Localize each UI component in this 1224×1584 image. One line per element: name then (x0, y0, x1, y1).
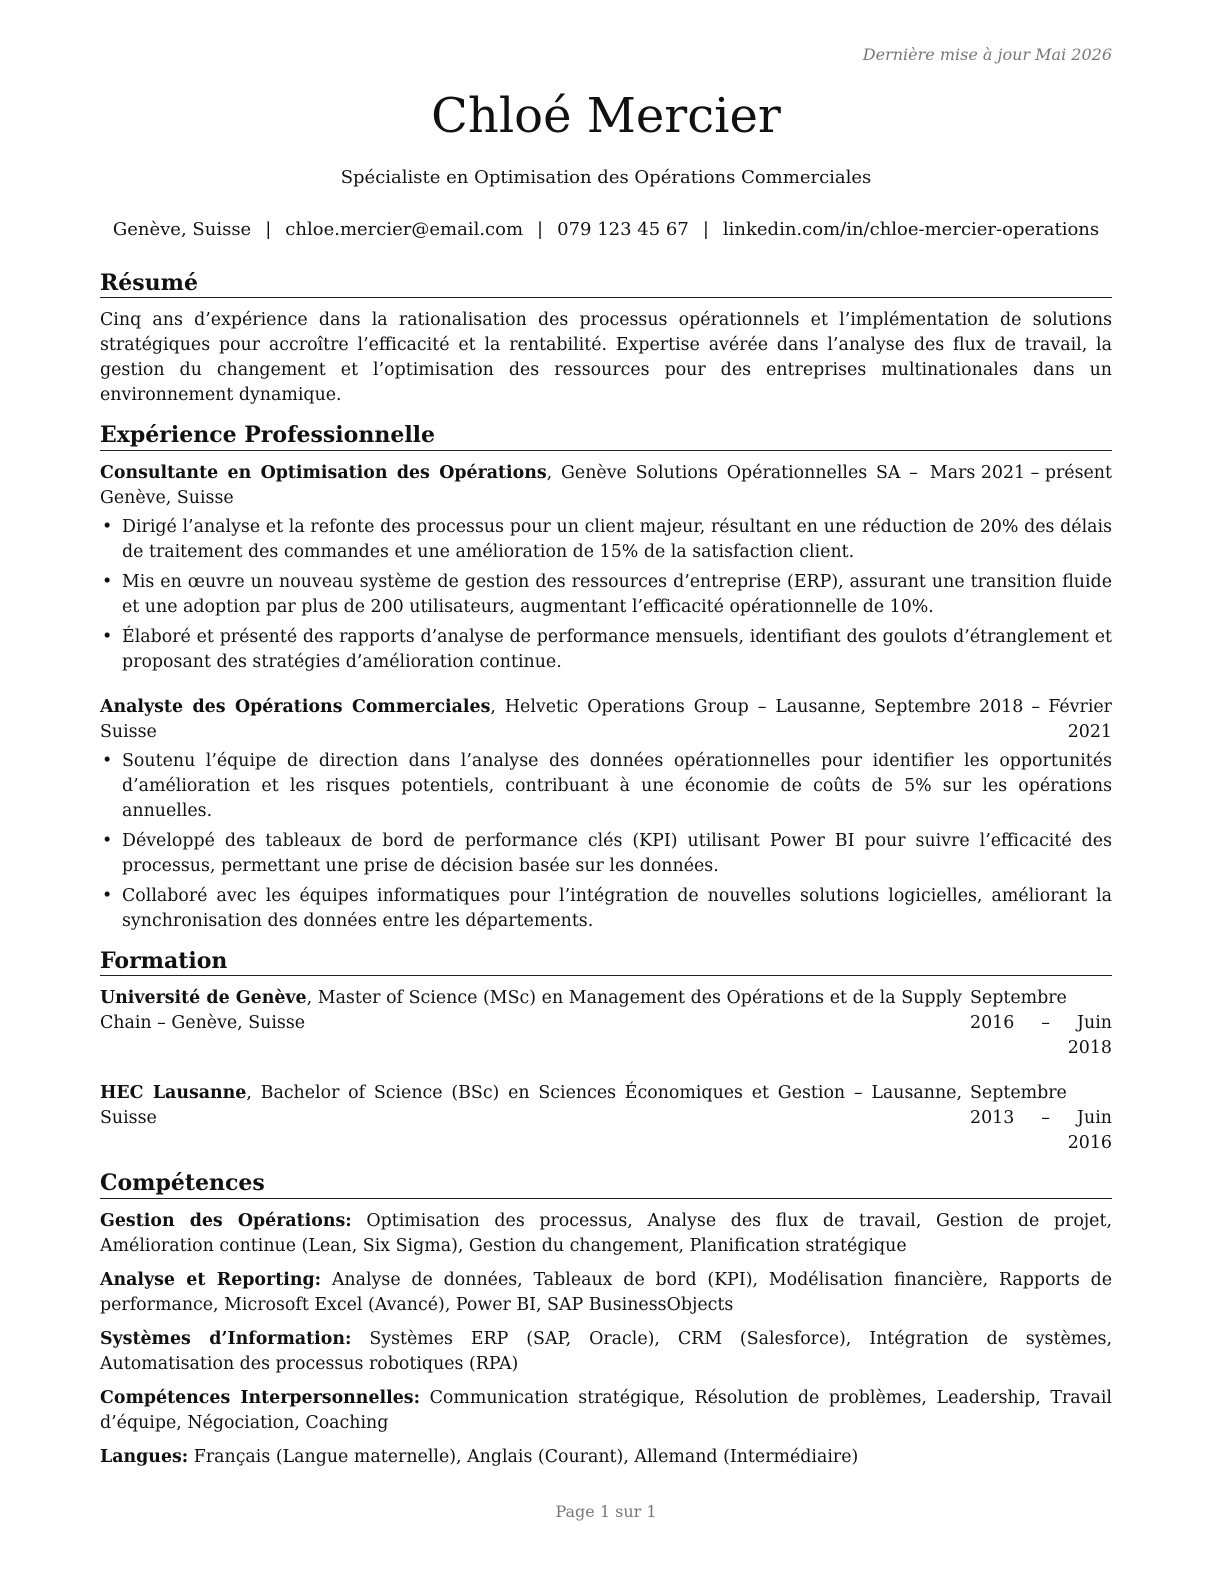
job-role: Analyste des Opérations Commerciales (100, 696, 491, 717)
school-name: Université de Genève (100, 988, 307, 1009)
job-bullet-text: Élaboré et présenté des rapports d’analyse de performance mensuels, identifiant des goulots d’étranglement et proposant des stratégies d’amélioration continue. (122, 626, 1112, 672)
skill-label: Systèmes d’Information: (100, 1328, 352, 1349)
education-entry-header (100, 1081, 1112, 1156)
education-entry-title (100, 986, 970, 1061)
skill-line (100, 1327, 1112, 1377)
bullet-marker: • (102, 830, 113, 851)
education-entry (100, 1081, 1112, 1156)
contact-linkedin-link[interactable]: linkedin.com/in/chloe-mercier-operations (722, 219, 1100, 240)
skill-line (100, 1386, 1112, 1436)
job-bullet-text: Développé des tableaux de bord de performance clés (KPI) utilisant Power BI pour suivre l’efficacité des processus, permettant une prise de décision basée sur les données. (122, 830, 1112, 876)
summary-text: Cinq ans d’expérience dans la rationalisation des processus opérationnels et l’implémentation de solutions stratégiques pour accroître l’efficacité et la rentabilité. Expertise avérée dans l’analyse des flux de travail, la gestion du changement et l’optimisation des ressources pour des entreprises multinationales dans un environnement dynamique. (100, 310, 1112, 406)
bullet-marker: • (102, 571, 113, 592)
contact-line (80, 219, 1132, 240)
skill-value: Français (Langue maternelle), Anglais (Courant), Allemand (Intermédiaire) (188, 1446, 859, 1467)
job-bullet (100, 625, 1112, 675)
skills-heading: Compétences (100, 1170, 1112, 1198)
job-bullet-text: Collaboré avec les équipes informatiques pour l’intégration de nouvelles solutions logicielles, améliorant la synchronisation des données entre les départements. (122, 885, 1112, 931)
resume-page (100, 0, 1112, 1584)
experience-section (100, 422, 1112, 933)
skill-value: Optimisation des processus, Analyse des flux de travail, Gestion de projet, Amélioration continue (Lean, Six Sigma), Gestion du changement, Planification stratégique (100, 1210, 1112, 1256)
summary-section (100, 270, 1112, 408)
job-dates: Septembre 2018 – Février 2021 (874, 696, 1112, 742)
experience-entry-title (100, 695, 874, 745)
contact-separator: | (702, 219, 709, 240)
job-bullet (100, 749, 1112, 824)
job-dates: Mars 2021 – présent (929, 462, 1112, 483)
skill-label: Compétences Interpersonnelles: (100, 1387, 421, 1408)
experience-entry (100, 695, 1112, 934)
education-heading: Formation (100, 948, 1112, 976)
school-name: HEC Lausanne (100, 1083, 247, 1104)
contact-email-link[interactable]: chloe.mercier@email.com (285, 219, 524, 240)
skill-value: Analyse de données, Tableaux de bord (KPI), Modélisation financière, Rapports de performance, Microsoft Excel (Avancé), Power BI, SAP BusinessObjects (100, 1269, 1113, 1315)
contact-separator: | (265, 219, 272, 240)
last-updated-note: Dernière mise à jour Mai 2026 (862, 45, 1112, 64)
contact-location: Genève, Suisse (112, 219, 252, 240)
bullet-marker: • (102, 516, 113, 537)
candidate-name: Chloé Mercier (431, 88, 781, 144)
job-bullet-text: Mis en œuvre un nouveau système de gestion des ressources d’entreprise (ERP), assurant une transition fluide et une adoption par plus de 200 utilisateurs, augmentant l’efficacité opérationnelle de 10%. (122, 571, 1112, 617)
job-bullet-text: Dirigé l’analyse et la refonte des processus pour un client majeur, résultant en une réduction de 20% des délais de traitement des commandes et une amélioration de 15% de la satisfaction client. (122, 516, 1112, 562)
contact-separator: | (537, 219, 544, 240)
education-entry-title (100, 1081, 970, 1156)
job-bullet (100, 570, 1112, 620)
skill-label: Langues: (100, 1446, 189, 1467)
skill-line (100, 1445, 1112, 1470)
job-bullet (100, 515, 1112, 565)
degree-name: , Bachelor of Science (BSc) en Sciences Économiques et Gestion – Lausanne, Suisse (100, 1083, 962, 1129)
degree-name: , Master of Science (MSc) en Management des Opérations et de la Supply Chain – Genève, Suisse (100, 988, 962, 1034)
experience-entry-header (100, 695, 1112, 745)
experience-entry-header (100, 461, 1112, 511)
education-dates: Septembre 2016 – Juin 2018 (970, 988, 1112, 1059)
job-bullet (100, 884, 1112, 934)
job-company: , Genève Solutions Opérationnelles SA – Genève, Suisse (100, 462, 918, 508)
job-role: Consultante en Optimisation des Opérations (100, 462, 547, 483)
education-entry-header (100, 986, 1112, 1061)
experience-entry-title (100, 461, 926, 511)
skill-value: Systèmes ERP (SAP, Oracle), CRM (Salesforce), Intégration de systèmes, Automatisation des processus robotiques (RPA) (100, 1328, 1112, 1374)
contact-phone: 079 123 45 67 (557, 219, 689, 240)
job-bullet (100, 829, 1112, 879)
skill-label: Gestion des Opérations: (100, 1210, 352, 1231)
resume-content (100, 270, 1112, 1484)
job-bullet-list (100, 749, 1112, 934)
skill-value: Communication stratégique, Résolution de problèmes, Leadership, Travail d’équipe, Négociation, Coaching (100, 1387, 1112, 1433)
education-dates: Septembre 2013 – Juin 2016 (970, 1083, 1112, 1154)
bullet-marker: • (102, 885, 113, 906)
skill-line (100, 1209, 1112, 1259)
education-section (100, 948, 1112, 1156)
job-bullet-text: Soutenu l’équipe de direction dans l’analyse des données opérationnelles pour identifier les opportunités d’amélioration et les risques potentiels, contribuant à une économie de coûts de 5% sur les opérations annuelles. (122, 750, 1112, 821)
skill-label: Analyse et Reporting: (100, 1269, 322, 1290)
education-entry (100, 986, 1112, 1061)
bullet-marker: • (102, 626, 113, 647)
experience-entry (100, 461, 1112, 675)
skills-section (100, 1170, 1112, 1469)
job-company: , Helvetic Operations Group – Lausanne, Suisse (100, 696, 866, 742)
experience-heading: Expérience Professionnelle (100, 422, 1112, 450)
candidate-title: Spécialiste en Optimisation des Opérations Commerciales (340, 167, 872, 188)
summary-heading: Résumé (100, 270, 1112, 298)
bullet-marker: • (102, 750, 113, 771)
skill-line (100, 1268, 1112, 1318)
page-number: Page 1 sur 1 (555, 1502, 657, 1521)
job-bullet-list (100, 515, 1112, 675)
